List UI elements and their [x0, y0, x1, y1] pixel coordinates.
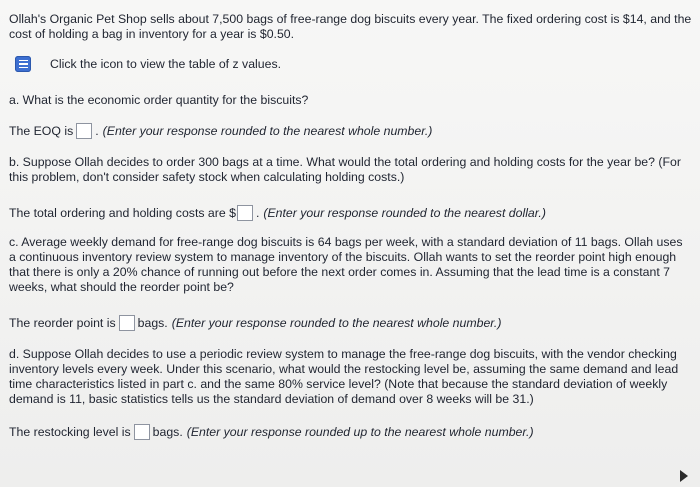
z-table-tip — [15, 56, 281, 72]
answer-c-row — [9, 315, 692, 331]
answer-c-suffix: bags. — [137, 315, 168, 330]
z-table-tip-text: Click the icon to view the table of z values. — [50, 56, 282, 71]
problem-intro: Ollah's Organic Pet Shop sells about 7,500 bags of free-range dog biscuits every year. The fixed ordering cost is $14, and the cost of holding a bag in inventory for a year is $0.50. — [9, 12, 692, 41]
pointer-icon — [680, 470, 688, 482]
answer-b-hint: (Enter your response rounded to the nearest dollar.) — [263, 205, 546, 220]
restocking-level-input[interactable] — [134, 424, 150, 440]
answer-c-hint: (Enter your response rounded to the nearest whole number.) — [171, 315, 502, 330]
answer-c-prefix: The reorder point is — [9, 315, 116, 330]
question-d: d. Suppose Ollah decides to use a periodic review system to manage the free-range dog biscuits, with the vendor checking inventory levels every week. Under this scenario, what would the restocking level be, assuming the same demand and lead time characteristics listed in part c. and the same 80% service level? (Note that because the standard deviation of weekly demand is 11, basic statistics tells us the standard deviation of demand over 8 weeks will be 31.) — [9, 347, 679, 406]
answer-d-hint: (Enter your response rounded up to the nearest whole number.) — [186, 424, 534, 439]
question-a: a. What is the economic order quantity for the biscuits? — [9, 93, 309, 107]
answer-a-prefix: The EOQ is — [9, 123, 74, 138]
answer-b-row — [9, 205, 692, 221]
answer-d-row — [9, 424, 692, 440]
question-c: c. Average weekly demand for free-range dog biscuits is 64 bags per week, with a standard deviation of 11 bags. Ollah uses a continuous inventory review system to manage inventory of the biscuits. Ollah wants to set the reorder point high enough that there is only a 20% chance of running out before the next order comes in. Assuming that the lead time is a constant 7 weeks, what should the reorder point be? — [9, 235, 683, 294]
table-icon[interactable] — [15, 56, 31, 72]
eoq-input[interactable] — [76, 123, 92, 139]
answer-a-row — [9, 123, 692, 139]
answer-d-suffix: bags. — [152, 424, 183, 439]
answer-d-prefix: The restocking level is — [9, 424, 131, 439]
answer-b-prefix: The total ordering and holding costs are $ — [9, 205, 236, 220]
answer-a-suffix: . — [95, 123, 99, 138]
answer-b-suffix: . — [255, 205, 260, 220]
answer-a-hint: (Enter your response rounded to the nearest whole number.) — [102, 123, 433, 138]
question-b: b. Suppose Ollah decides to order 300 bags at a time. What would the total ordering and holding costs for the year be? (For this problem, don't consider safety stock when calculating holding costs.) — [9, 155, 681, 184]
total-cost-input[interactable] — [237, 205, 253, 221]
reorder-point-input[interactable] — [119, 315, 135, 331]
